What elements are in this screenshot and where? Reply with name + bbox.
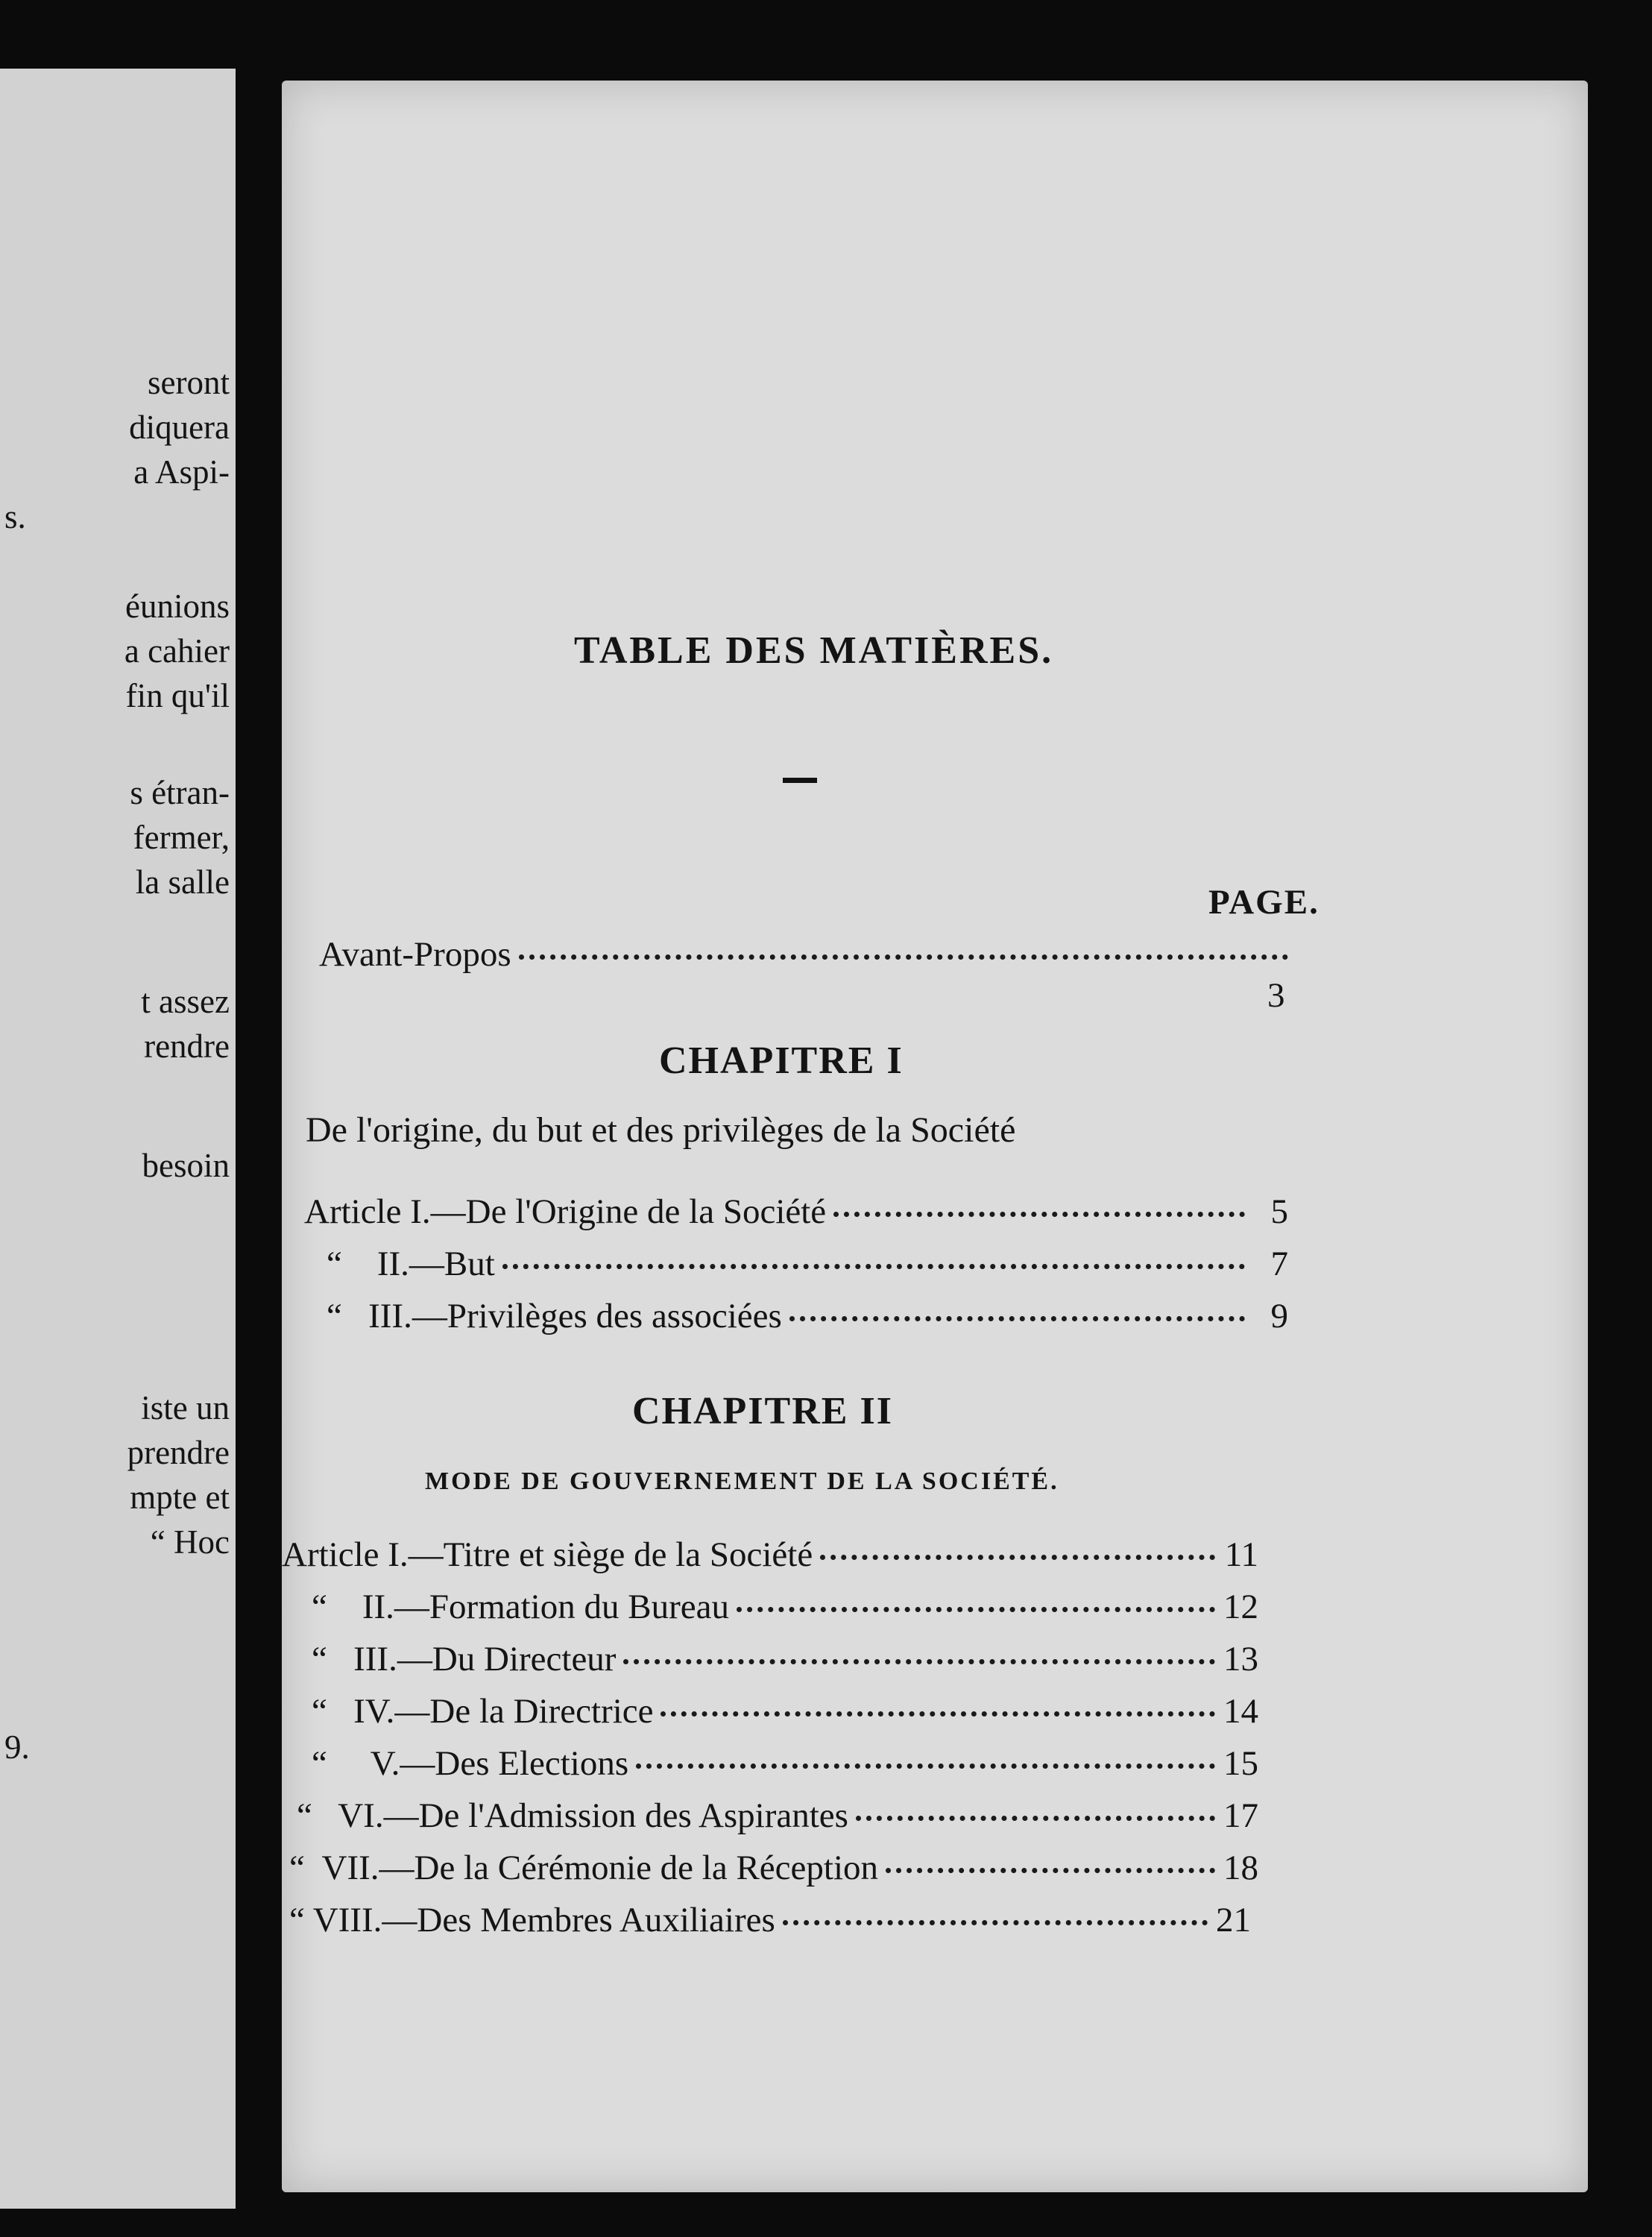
- toc-entry-label: “ III.—Du Directeur: [312, 1640, 617, 1678]
- toc-entry-page: 17: [1223, 1796, 1258, 1835]
- dot-leader: [502, 1264, 1245, 1269]
- table-of-contents-page: [282, 81, 1588, 2192]
- toc-entry-label: Avant-Propos: [319, 935, 511, 974]
- dot-leader: [820, 1555, 1215, 1560]
- toc-entry-page: 18: [1223, 1849, 1258, 1887]
- left-page-line: fin qu'il: [125, 677, 230, 714]
- toc-entry[interactable]: [312, 1691, 1258, 1731]
- dot-leader: [856, 1816, 1215, 1821]
- toc-entry-label: “ III.—Privilèges des associées: [327, 1297, 782, 1335]
- toc-entry-page: 11: [1224, 1535, 1258, 1574]
- toc-entry[interactable]: [312, 1639, 1258, 1679]
- toc-entry-label: “ II.—Formation du Bureau: [312, 1588, 729, 1626]
- left-facing-page: [0, 69, 236, 2209]
- toc-entry[interactable]: [327, 1296, 1288, 1336]
- left-page-line: iste un: [141, 1389, 230, 1426]
- toc-entry[interactable]: [282, 1535, 1258, 1575]
- left-page-line: rendre: [144, 1028, 230, 1065]
- toc-entry-label: “ VI.—De l'Admission des Aspirantes: [297, 1796, 848, 1835]
- left-page-line: mpte et: [130, 1479, 230, 1516]
- left-page-line: t assez: [141, 983, 230, 1020]
- left-page-line: la salle: [135, 863, 230, 901]
- toc-entry[interactable]: [312, 1587, 1258, 1627]
- left-page-line: fermer,: [133, 819, 230, 856]
- divider: [783, 778, 817, 783]
- toc-entry[interactable]: [289, 1900, 1251, 1940]
- dot-leader: [783, 1920, 1208, 1925]
- left-page-line: s étran-: [130, 774, 230, 811]
- toc-entry-page: 3: [1267, 976, 1285, 1015]
- chapter-heading: CHAPITRE I: [659, 1039, 904, 1082]
- dot-leader: [636, 1764, 1215, 1769]
- toc-entry-page: 21: [1216, 1901, 1251, 1939]
- toc-entry-page: 14: [1223, 1692, 1258, 1731]
- page-column-header: PAGE.: [1208, 883, 1320, 922]
- toc-entry-page: 9: [1270, 1297, 1288, 1335]
- toc-entry[interactable]: [312, 1743, 1258, 1784]
- toc-entry-label: “ V.—Des Elections: [312, 1744, 629, 1783]
- toc-entry-label: Article I.—De l'Origine de la Société: [304, 1192, 827, 1231]
- left-page-line: “ Hoc: [150, 1523, 230, 1561]
- chapter-subtitle: MODE DE GOUVERNEMENT DE LA SOCIÉTÉ.: [425, 1467, 1059, 1495]
- toc-entry-label: “ VII.—De la Cérémonie de la Réception: [289, 1849, 879, 1887]
- toc-entry-page: 12: [1223, 1588, 1258, 1626]
- left-page-line: diquera: [129, 409, 230, 446]
- toc-entry-page: 7: [1270, 1245, 1288, 1283]
- left-page-line: besoin: [142, 1147, 230, 1184]
- toc-entry-page: 5: [1270, 1192, 1288, 1231]
- left-page-line: seront: [148, 364, 230, 401]
- toc-entry-page: 15: [1223, 1744, 1258, 1783]
- toc-entry-label: “ II.—But: [327, 1245, 495, 1283]
- toc-entry-page: 13: [1223, 1640, 1258, 1678]
- dot-leader: [789, 1316, 1245, 1321]
- chapter-heading: CHAPITRE II: [632, 1390, 893, 1432]
- left-page-line: 9.: [4, 1728, 30, 1766]
- dot-leader: [833, 1212, 1245, 1217]
- toc-entry-label: “ VIII.—Des Membres Auxiliaires: [289, 1901, 775, 1939]
- left-page-line: a cahier: [124, 632, 230, 670]
- toc-entry-label: “ IV.—De la Directrice: [312, 1692, 654, 1731]
- toc-entry[interactable]: [304, 1192, 1288, 1232]
- dot-leader: [623, 1659, 1215, 1664]
- left-page-line: s.: [4, 498, 26, 535]
- toc-entry[interactable]: [327, 1244, 1288, 1284]
- dot-leader: [519, 954, 1288, 960]
- left-page-line: éunions: [125, 588, 230, 625]
- toc-entry[interactable]: [289, 1848, 1258, 1888]
- dot-leader: [886, 1868, 1215, 1873]
- chapter-subtitle: De l'origine, du but et des privilèges de la Société: [306, 1110, 1016, 1150]
- dot-leader: [661, 1711, 1215, 1717]
- toc-entry-label: Article I.—Titre et siège de la Société: [282, 1535, 813, 1574]
- left-page-line: a Aspi-: [133, 453, 230, 491]
- toc-entry[interactable]: [297, 1796, 1258, 1836]
- left-page-line: prendre: [127, 1434, 230, 1471]
- dot-leader: [737, 1607, 1215, 1612]
- page-title: TABLE DES MATIÈRES.: [574, 629, 1054, 672]
- toc-entry[interactable]: [319, 934, 1296, 975]
